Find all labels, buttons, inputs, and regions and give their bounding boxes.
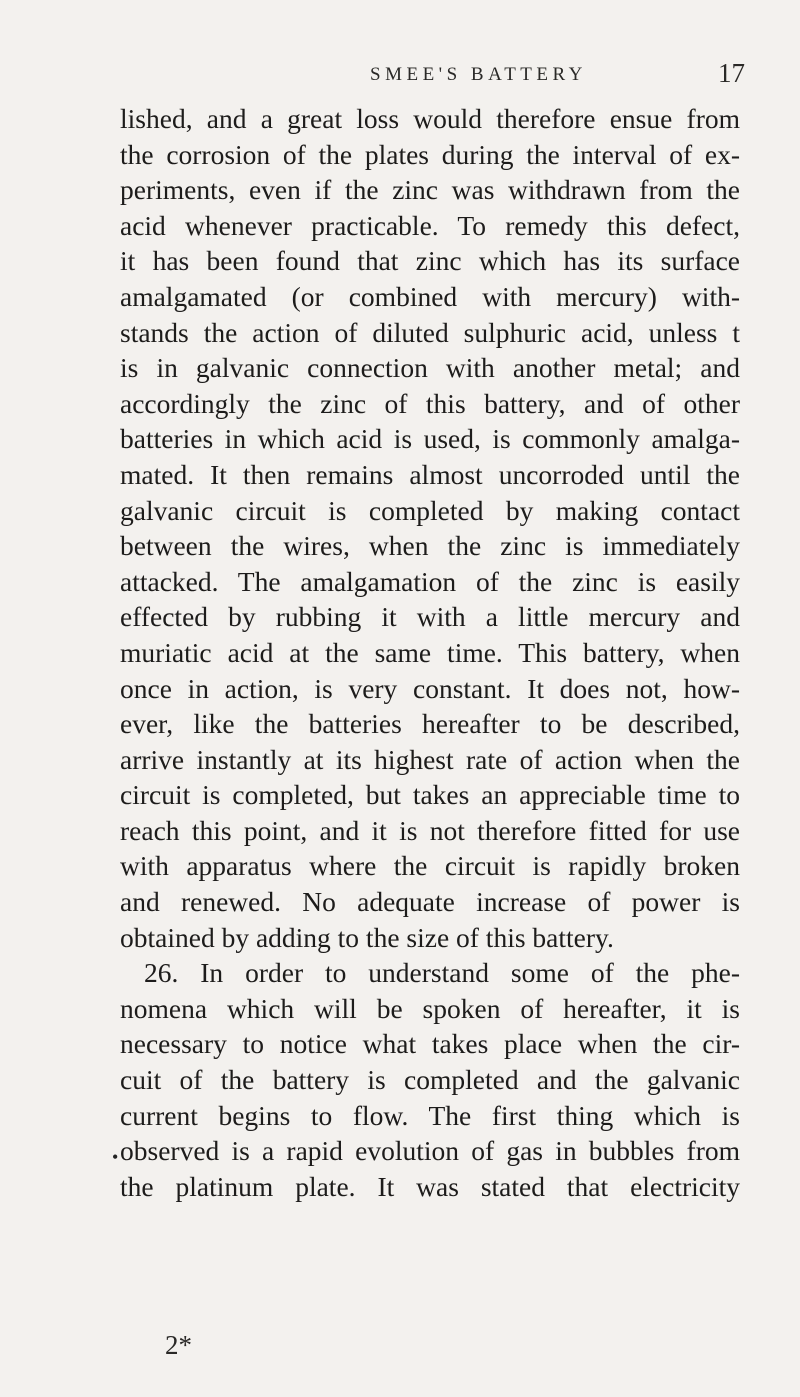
signature-mark: 2* xyxy=(165,1330,192,1360)
text-line: between the wires, when the zinc is immediately xyxy=(120,530,740,562)
text-line: current begins to flow. The first thing which is xyxy=(120,1099,740,1131)
text-line: it has been found that zinc which has its surface xyxy=(120,245,740,277)
text-line: mated. It then remains almost uncorroded until the xyxy=(120,458,740,490)
text-line: muriatic acid at the same time. This battery, when xyxy=(120,636,740,668)
text-line: cuit of the battery is completed and the galvanic xyxy=(120,1064,740,1096)
text-line: 26. In order to understand some of the phe- xyxy=(144,957,740,989)
text-line: attacked. The amalgamation of the zinc is easily xyxy=(120,565,740,597)
text-line: arrive instantly at its highest rate of action when the xyxy=(120,743,740,775)
running-title: SMEE'S BATTERY xyxy=(370,64,587,85)
text-line: once in action, is very constant. It does not, how- xyxy=(120,672,740,704)
text-line: observed is a rapid evolution of gas in bubbles from xyxy=(120,1135,740,1167)
text-line: nomena which will be spoken of hereafter, it is xyxy=(120,992,740,1024)
text-line: obtained by adding to the size of this battery. xyxy=(120,921,614,953)
text-line: the platinum plate. It was stated that electricity xyxy=(120,1170,740,1202)
text-line: is in galvanic connection with another metal; and xyxy=(120,352,740,384)
text-line: periments, even if the zinc was withdrawn from the xyxy=(120,174,740,206)
text-line: lished, and a great loss would therefore ensue from xyxy=(120,103,740,134)
text-line: amalgamated (or combined with mercury) with- xyxy=(120,280,740,312)
text-line: stands the action of diluted sulphuric acid, unless t xyxy=(120,316,740,348)
text-line: necessary to notice what takes place when the cir- xyxy=(120,1028,740,1060)
text-line: acid whenever practicable. To remedy this defect, xyxy=(120,209,740,241)
page-number: 17 xyxy=(718,58,745,88)
text-line: accordingly the zinc of this battery, and of other xyxy=(120,387,740,419)
text-line: circuit is completed, but takes an appreciable time to xyxy=(120,779,740,811)
text-line: the corrosion of the plates during the interval of ex- xyxy=(120,138,740,170)
running-head xyxy=(0,58,800,104)
text-line: with apparatus where the circuit is rapidly broken xyxy=(120,850,740,882)
text-line: and renewed. No adequate increase of power is xyxy=(120,886,740,918)
text-line: batteries in which acid is used, is commonly amalga- xyxy=(120,423,740,455)
text-line: effected by rubbing it with a little mercury and xyxy=(120,601,740,633)
text-line: ever, like the batteries hereafter to be described, xyxy=(120,708,740,740)
body-text xyxy=(120,101,740,1204)
margin-mark: • xyxy=(112,1147,119,1167)
text-line: reach this point, and it is not therefore fitted for use xyxy=(120,814,740,846)
text-line: galvanic circuit is completed by making contact xyxy=(120,494,740,526)
